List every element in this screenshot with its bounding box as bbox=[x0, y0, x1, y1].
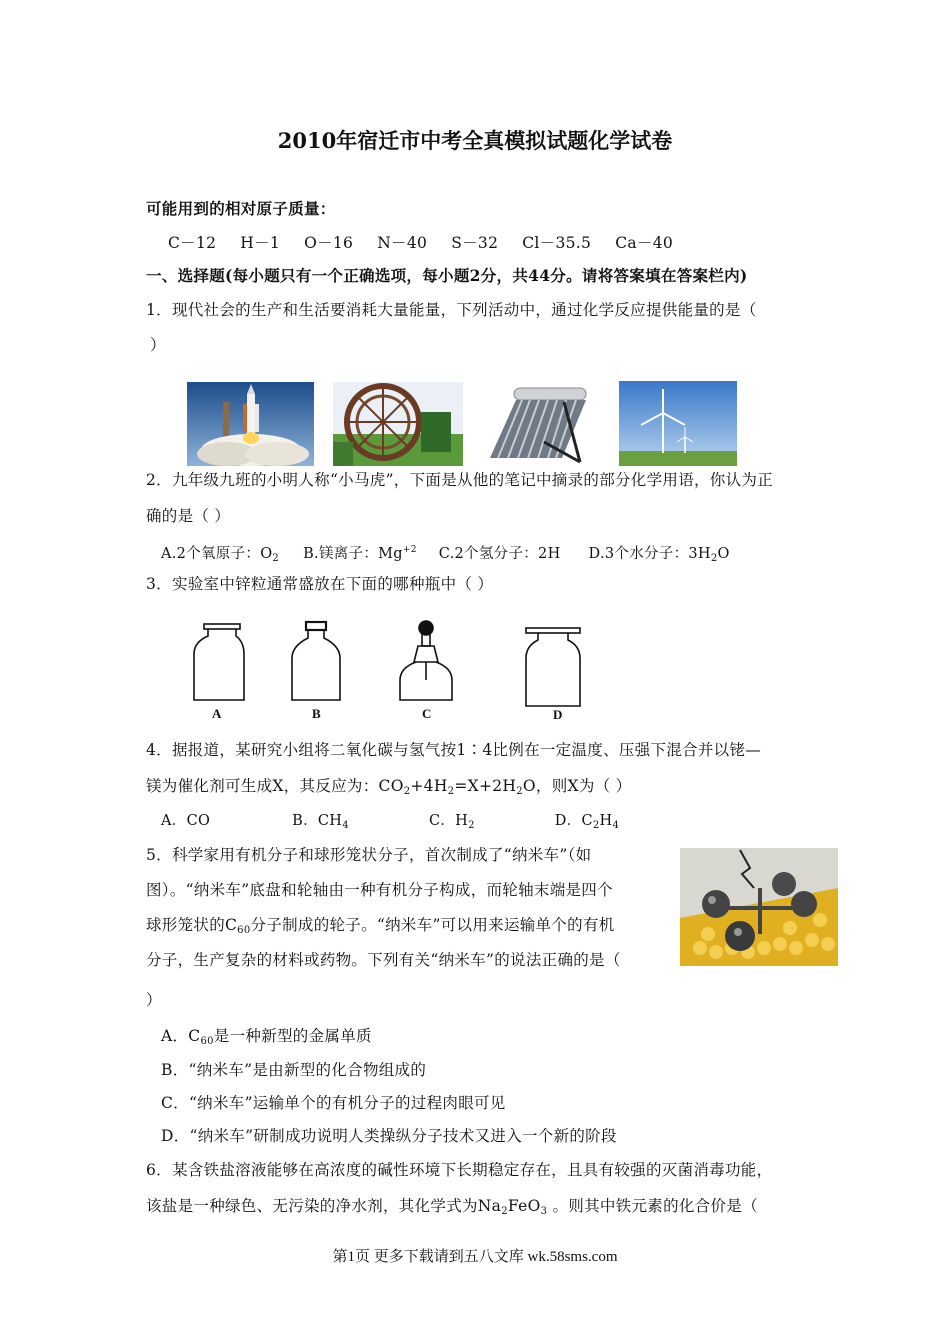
question-5-line5: ） bbox=[146, 991, 162, 1009]
bottle-label-d: D bbox=[553, 707, 563, 722]
option-d: D．$C_2H_4$ bbox=[554, 813, 620, 831]
bottle-figure bbox=[186, 616, 606, 726]
atomic-mass-item: S－32 bbox=[451, 234, 499, 252]
option-b: B．$CH_4$ bbox=[292, 813, 349, 831]
bottle-label-b: B bbox=[312, 706, 321, 721]
option-b: B.镁离子：$Mg^{+2}$ bbox=[303, 545, 417, 562]
page-footer: 第1页 更多下载请到五八文库 wk.58sms.com bbox=[332, 1249, 618, 1265]
question-2-line2: 确的是（ ） bbox=[146, 507, 231, 525]
solar-water-heater-image bbox=[484, 382, 593, 466]
page-title: 2010年宿迁市中考全真模拟试题化学试卷 bbox=[277, 128, 673, 153]
question-5-option-a: A．$C_{60}$是一种新型的金属单质 bbox=[161, 1027, 372, 1047]
question-5-line1: 5．科学家用有机分子和球形笼状分子，首次制成了“纳米车”（如 bbox=[146, 846, 592, 864]
option-d: D.3个水分子：$3H_2O$ bbox=[588, 546, 730, 564]
question-5-option-b: B．“纳米车”是由新型的化合物组成的 bbox=[161, 1061, 427, 1079]
question-6-line2: 该盐是一种绿色、无污染的净水剂，其化学式为$Na_2FeO_3$ 。则其中铁元素的化合价是（ bbox=[146, 1197, 758, 1217]
rocket-launch-image bbox=[187, 382, 314, 466]
option-a: A．CO bbox=[161, 813, 211, 829]
option-a: A.2个氧原子：$O_2$ bbox=[161, 546, 280, 564]
water-wheel-image bbox=[333, 382, 463, 466]
question-5-line2: 图）。“纳米车”底盘和轮轴由一种有机分子构成，而轮轴末端是四个 bbox=[146, 881, 613, 899]
question-4-line2: 镁为催化剂可生成X，其反应为：$CO_2+4H_2=X+2H_2O$，则X为（ ） bbox=[146, 777, 632, 797]
dropper-bottle-c bbox=[400, 621, 452, 700]
atomic-mass-list bbox=[168, 233, 673, 253]
atomic-mass-item: Ca－40 bbox=[615, 234, 674, 252]
option-c: C．$H_2$ bbox=[428, 813, 475, 831]
nano-car-image bbox=[680, 848, 838, 966]
section-heading: 一、选择题(每小题只有一个正确选项，每小题2分，共44分。请将答案填在答案栏内) bbox=[146, 266, 748, 285]
question-3-text: 3．实验室中锌粒通常盛放在下面的哪种瓶中（ ） bbox=[146, 575, 494, 593]
question-2-line1: 2．九年级九班的小明人称“小马虎”，下面是从他的笔记中摘录的部分化学用语，你认为正 bbox=[146, 471, 774, 489]
question-5-line4: 分子，生产复杂的材料或药物。下列有关“纳米车”的说法正确的是（ bbox=[146, 951, 621, 969]
atomic-mass-heading: 可能用到的相对原子质量： bbox=[146, 199, 336, 218]
narrow-mouth-bottle-b bbox=[292, 622, 340, 700]
question-5-line3: 球形笼状的$C_{60}$分子制成的轮子。“纳米车”可以用来运输单个的有机 bbox=[146, 916, 615, 936]
question-5-option-c: C．“纳米车”运输单个的有机分子的过程肉眼可见 bbox=[161, 1094, 506, 1112]
option-c: C.2个氢分子：2H bbox=[438, 546, 561, 562]
bottle-label-c: C bbox=[422, 706, 432, 721]
atomic-mass-item: H－1 bbox=[240, 234, 281, 252]
atomic-mass-item: C－12 bbox=[168, 234, 217, 252]
atomic-mass-item: Cl－35.5 bbox=[522, 234, 592, 252]
question-2-options bbox=[161, 540, 730, 569]
wide-mouth-bottle-a bbox=[194, 624, 244, 700]
question-4-line1: 4．据报道，某研究小组将二氧化碳与氢气按1∶4比例在一定温度、压强下混合并以铑— bbox=[146, 741, 762, 759]
bottle-label-a: A bbox=[212, 706, 222, 721]
question-4-options bbox=[161, 811, 619, 836]
question-1-line2: ） bbox=[150, 336, 166, 354]
atomic-mass-item: O－16 bbox=[304, 234, 354, 252]
question-5-option-d: D．“纳米车”研制成功说明人类操纵分子技术又进入一个新的阶段 bbox=[161, 1127, 617, 1145]
wind-turbine-image bbox=[619, 381, 737, 466]
atomic-mass-item: N－40 bbox=[377, 234, 428, 252]
wide-mouth-bottle-d bbox=[526, 628, 580, 706]
question-6-line1: 6．某含铁盐溶液能够在高浓度的碱性环境下长期稳定存在，且具有较强的灭菌消毒功能， bbox=[146, 1161, 773, 1179]
question-1-line1: 1．现代社会的生产和生活要消耗大量能量，下列活动中，通过化学反应提供能量的是（ bbox=[146, 301, 757, 319]
